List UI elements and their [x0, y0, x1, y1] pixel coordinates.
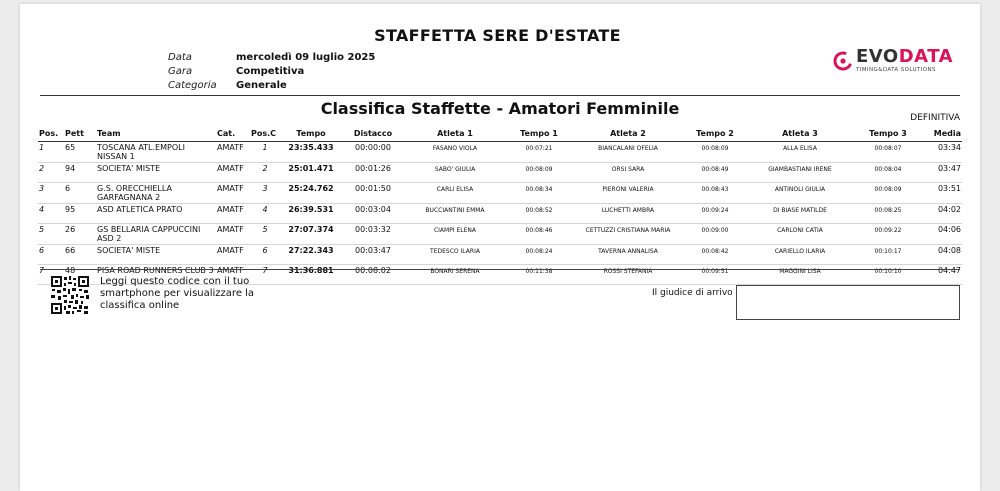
- cell-cat: AMATF: [216, 204, 250, 224]
- cell-media: 03:47: [922, 163, 962, 183]
- cell-atleta3: ALLA ELISA: [746, 142, 854, 163]
- judge-label: Il giudice di arrivo: [652, 288, 733, 298]
- table-row: [38, 224, 962, 245]
- meta-value: mercoledì 09 luglio 2025: [236, 52, 376, 63]
- cell-tempo3: 00:09:22: [854, 224, 922, 245]
- cell-posc: 1: [250, 142, 280, 163]
- cell-team: ASD ATLETICA PRATO: [96, 204, 216, 224]
- cell-atleta1: TEDESCO ILARIA: [404, 245, 506, 265]
- cell-atleta3: MAGGINI LISA: [746, 265, 854, 285]
- cell-pos: 1: [38, 142, 64, 163]
- col-tempo2: Tempo 2: [684, 125, 746, 142]
- cell-tempo1: 00:11:38: [506, 265, 572, 285]
- cell-tempo: 27:07.374: [280, 224, 342, 245]
- cell-atleta3: CARIELLO ILARIA: [746, 245, 854, 265]
- meta-key: Categoria: [168, 80, 217, 91]
- cell-pett: 48: [64, 265, 96, 285]
- cell-team: TOSCANA ATL.EMPOLI NISSAN 1: [96, 142, 216, 163]
- event-title: STAFFETTA SERE D'ESTATE: [374, 26, 621, 45]
- cell-pos: 5: [38, 224, 64, 245]
- cell-tempo: 25:24.762: [280, 183, 342, 204]
- cell-posc: 2: [250, 163, 280, 183]
- cell-tempo1: 00:08:24: [506, 245, 572, 265]
- cell-tempo2: 00:09:24: [684, 204, 746, 224]
- col-media: Media: [922, 125, 962, 142]
- cell-atleta2: ROSSI STEFANIA: [572, 265, 684, 285]
- judge-signature-box: [736, 285, 960, 320]
- qr-code-icon: [50, 275, 90, 315]
- table-row: [38, 163, 962, 183]
- cell-tempo3: 00:08:04: [854, 163, 922, 183]
- results-table: [38, 125, 962, 285]
- cell-team: SOCIETA' MISTE: [96, 163, 216, 183]
- cell-atleta1: FASANO VIOLA: [404, 142, 506, 163]
- cell-atleta1: BONARI SERENA: [404, 265, 506, 285]
- col-atleta1: Atleta 1: [404, 125, 506, 142]
- cell-atleta1: SABO' GIULIA: [404, 163, 506, 183]
- cell-atleta2: LUCHETTI AMBRA: [572, 204, 684, 224]
- cell-distacco: 00:08:02: [342, 265, 404, 285]
- cell-pett: 65: [64, 142, 96, 163]
- cell-cat: AMATF: [216, 245, 250, 265]
- cell-team: PISA ROAD RUNNERS CLUB 3: [96, 265, 216, 285]
- cell-team: G.S. ORECCHIELLA GARFAGNANA 2: [96, 183, 216, 204]
- cell-tempo2: 00:08:43: [684, 183, 746, 204]
- col-tempo3: Tempo 3: [854, 125, 922, 142]
- cell-pett: 6: [64, 183, 96, 204]
- cell-pos: 3: [38, 183, 64, 204]
- footer-divider: [40, 269, 960, 270]
- cell-tempo2: 00:09:00: [684, 224, 746, 245]
- table-row: [38, 204, 962, 224]
- cell-tempo1: 00:08:09: [506, 163, 572, 183]
- cell-tempo1: 00:07:21: [506, 142, 572, 163]
- meta-row-data: [168, 51, 375, 65]
- col-pett: Pett: [64, 125, 96, 142]
- cell-atleta1: BUCCIANTINI EMMA: [404, 204, 506, 224]
- cell-atleta3: GIAMBASTIANI IRENE: [746, 163, 854, 183]
- table-header-row: [38, 125, 962, 142]
- cell-atleta2: TAVERNA ANNALISA: [572, 245, 684, 265]
- meta-row-gara: [168, 65, 375, 79]
- cell-atleta3: ANTINOLI GIULIA: [746, 183, 854, 204]
- cell-pett: 94: [64, 163, 96, 183]
- cell-pos: 2: [38, 163, 64, 183]
- cell-media: 03:51: [922, 183, 962, 204]
- logo-name-part1: EVO: [856, 46, 899, 67]
- cell-tempo3: 00:10:10: [854, 265, 922, 285]
- meta-row-categoria: [168, 79, 375, 93]
- col-pos: Pos.: [38, 125, 64, 142]
- document-page: [20, 4, 980, 491]
- cell-atleta1: CARLI ELISA: [404, 183, 506, 204]
- cell-cat: AMATF: [216, 265, 250, 285]
- cell-tempo: 23:35.433: [280, 142, 342, 163]
- table-row: [38, 245, 962, 265]
- cell-tempo3: 00:08:07: [854, 142, 922, 163]
- cell-tempo: 27:22.343: [280, 245, 342, 265]
- cell-tempo2: 00:08:49: [684, 163, 746, 183]
- col-team: Team: [96, 125, 216, 142]
- logo-tagline: TIMING&DATA SOLUTIONS: [856, 67, 936, 73]
- cell-media: 04:02: [922, 204, 962, 224]
- ranking-status: DEFINITIVA: [910, 113, 960, 123]
- col-tempo1: Tempo 1: [506, 125, 572, 142]
- cell-tempo: 31:36.881: [280, 265, 342, 285]
- col-cat: Cat.: [216, 125, 250, 142]
- meta-key: Data: [168, 52, 192, 63]
- cell-cat: AMATF: [216, 163, 250, 183]
- table-row: [38, 142, 962, 163]
- cell-posc: 7: [250, 265, 280, 285]
- cell-tempo3: 00:08:25: [854, 204, 922, 224]
- meta-value: Generale: [236, 80, 287, 91]
- cell-atleta2: PIERONI VALERIA: [572, 183, 684, 204]
- qr-instruction-text: Leggi questo codice con il tuo smartphone per visualizzare la classifica online: [100, 276, 255, 311]
- cell-tempo2: 00:08:09: [684, 142, 746, 163]
- cell-tempo2: 00:09:51: [684, 265, 746, 285]
- col-posc: Pos.C: [250, 125, 280, 142]
- cell-tempo: 26:39.531: [280, 204, 342, 224]
- cell-tempo: 25:01.471: [280, 163, 342, 183]
- evodata-logo-icon: [833, 51, 853, 71]
- cell-distacco: 00:00:00: [342, 142, 404, 163]
- col-atleta2: Atleta 2: [572, 125, 684, 142]
- logo-name-part2: DATA: [898, 46, 954, 67]
- cell-atleta3: DI BIASE MATILDE: [746, 204, 854, 224]
- col-distacco: Distacco: [342, 125, 404, 142]
- cell-posc: 4: [250, 204, 280, 224]
- cell-tempo2: 00:08:42: [684, 245, 746, 265]
- meta-value: Competitiva: [236, 66, 305, 77]
- cell-media: 04:08: [922, 245, 962, 265]
- cell-pett: 26: [64, 224, 96, 245]
- cell-atleta2: ORSI SARA: [572, 163, 684, 183]
- cell-tempo1: 00:08:52: [506, 204, 572, 224]
- cell-pett: 66: [64, 245, 96, 265]
- cell-cat: AMATF: [216, 183, 250, 204]
- cell-posc: 5: [250, 224, 280, 245]
- cell-posc: 6: [250, 245, 280, 265]
- cell-distacco: 00:01:26: [342, 163, 404, 183]
- table-row: [38, 183, 962, 204]
- cell-media: 03:34: [922, 142, 962, 163]
- cell-distacco: 00:03:04: [342, 204, 404, 224]
- cell-atleta2: BIANCALANI OFELIA: [572, 142, 684, 163]
- qr-code[interactable]: [50, 275, 90, 315]
- col-tempo: Tempo: [280, 125, 342, 142]
- cell-pos: 7: [38, 265, 64, 285]
- event-meta: [168, 51, 375, 93]
- cell-tempo3: 00:10:17: [854, 245, 922, 265]
- cell-media: 04:47: [922, 265, 962, 285]
- cell-distacco: 00:03:32: [342, 224, 404, 245]
- cell-team: SOCIETA' MISTE: [96, 245, 216, 265]
- cell-tempo1: 00:08:34: [506, 183, 572, 204]
- cell-tempo1: 00:08:46: [506, 224, 572, 245]
- cell-distacco: 00:01:50: [342, 183, 404, 204]
- ranking-title: Classifica Staffette - Amatori Femminile: [320, 99, 680, 118]
- cell-cat: AMATF: [216, 142, 250, 163]
- cell-atleta2: CETTUZZI CRISTIANA MARIA: [572, 224, 684, 245]
- col-atleta3: Atleta 3: [746, 125, 854, 142]
- cell-posc: 3: [250, 183, 280, 204]
- evodata-logo: [833, 48, 953, 73]
- meta-key: Gara: [168, 66, 193, 77]
- cell-cat: AMATF: [216, 224, 250, 245]
- cell-team: GS BELLARIA CAPPUCCINI ASD 2: [96, 224, 216, 245]
- cell-atleta1: CIAMPI ELENA: [404, 224, 506, 245]
- cell-pos: 6: [38, 245, 64, 265]
- cell-distacco: 00:03:47: [342, 245, 404, 265]
- cell-pett: 95: [64, 204, 96, 224]
- header-divider: [40, 95, 960, 96]
- cell-atleta3: CARLONI CATIA: [746, 224, 854, 245]
- cell-pos: 4: [38, 204, 64, 224]
- cell-media: 04:06: [922, 224, 962, 245]
- cell-tempo3: 00:08:09: [854, 183, 922, 204]
